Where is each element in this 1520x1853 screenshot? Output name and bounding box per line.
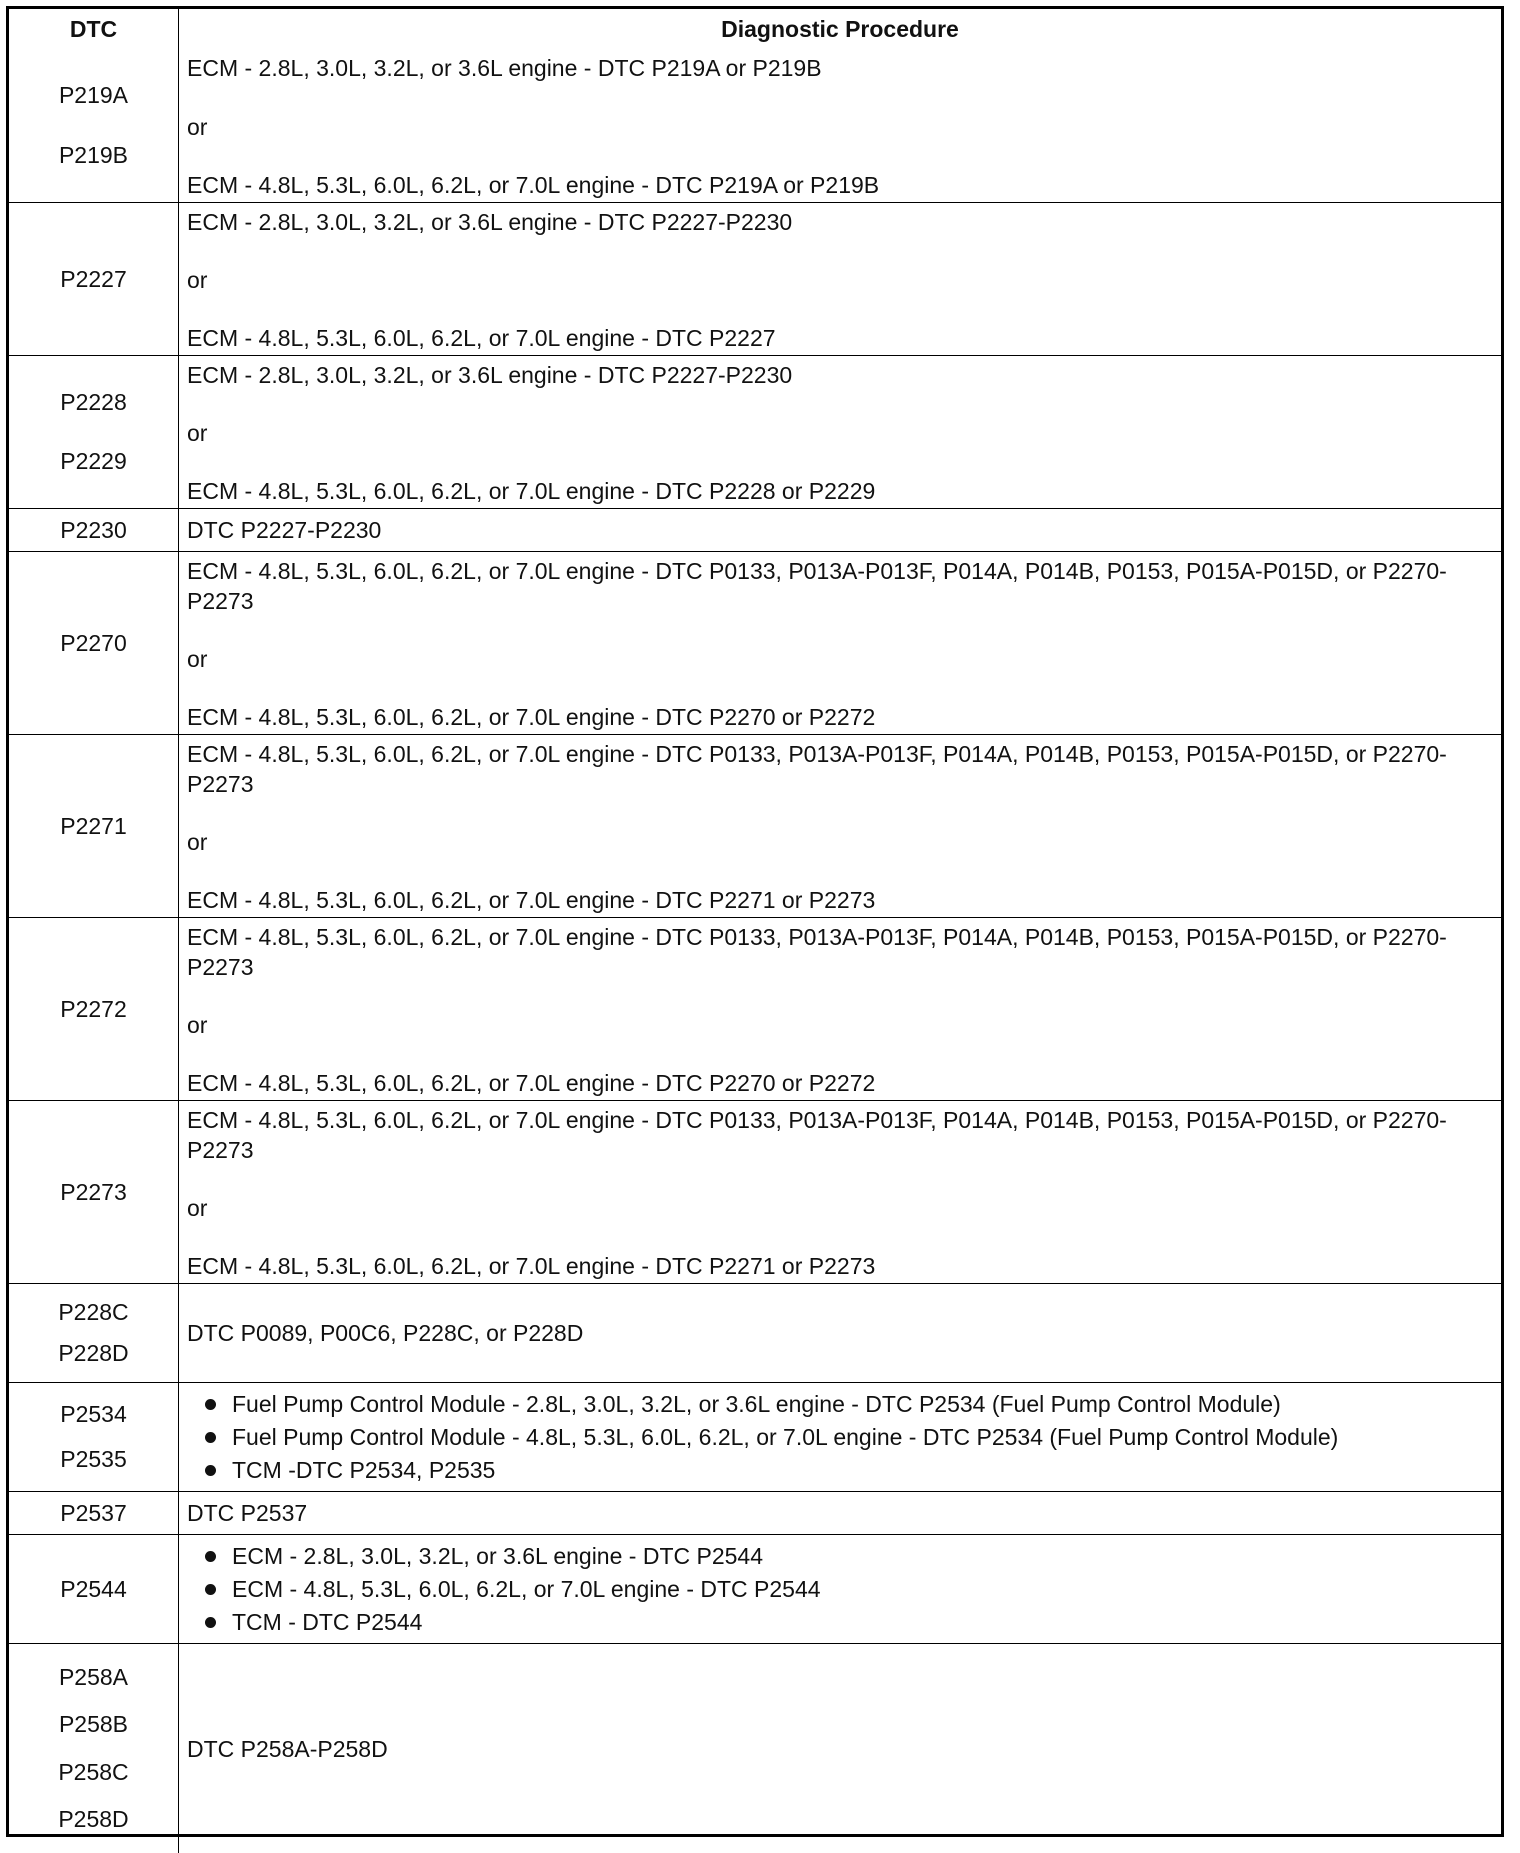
procedure-link[interactable]: ECM - 4.8L, 5.3L, 6.0L, 6.2L, or 7.0L engine - DTC P0133, P013A-P013F, P014A, P014B, P0153, P015A-P015D, or P2270-P2273 [187,924,1447,980]
or-separator: or [187,1195,208,1221]
procedure-link[interactable]: ECM - 4.8L, 5.3L, 6.0L, 6.2L, or 7.0L engine - DTC P2227 [187,325,776,351]
dtc-code: P258D [58,1805,129,1832]
dtc-code: P2544 [60,1575,127,1602]
dtc-code: P2227 [60,265,127,292]
procedure-bullet-item [205,1388,1493,1421]
bullet-icon [205,1399,216,1410]
bullet-text: Fuel Pump Control Module - 2.8L, 3.0L, 3.2L, or 3.6L engine - DTC P2534 (Fuel Pump Control Module) [232,1390,1281,1417]
dtc-code: P228D [58,1340,129,1367]
table-row [9,1382,1501,1491]
bullet-icon [205,1432,216,1443]
bullet-icon [205,1551,216,1562]
table-row [9,917,1501,1100]
procedure-link[interactable]: ECM - 2.8L, 3.0L, 3.2L, or 3.6L engine - DTC P219A or P219B [187,55,822,81]
dtc-code: P2535 [60,1446,127,1472]
table-row [9,355,1501,508]
dtc-cell [9,735,179,917]
procedure-link[interactable]: ECM - 4.8L, 5.3L, 6.0L, 6.2L, or 7.0L engine - DTC P0133, P013A-P013F, P014A, P014B, P0153, P015A-P015D, or P2270-P2273 [187,558,1447,614]
procedure-bullet-list [187,1540,1493,1639]
dtc-code: P228C [58,1298,129,1325]
table-row [9,49,1501,202]
dtc-code: P2271 [60,812,127,839]
table-row [9,1491,1501,1534]
dtc-cell [9,1535,179,1643]
dtc-cell [9,918,179,1100]
procedure-cell [179,509,1501,551]
dtc-code: P258A [58,1664,129,1691]
table-row [9,551,1501,734]
table-row [9,1283,1501,1382]
procedure-bullet-item [205,1573,1493,1606]
table-header-row [9,9,1501,49]
dtc-code: P258B [58,1711,129,1738]
bullet-icon [205,1617,216,1628]
dtc-code: P2272 [60,995,127,1022]
table-row [9,508,1501,551]
table-body [9,49,1501,1853]
bullet-text: ECM - 2.8L, 3.0L, 3.2L, or 3.6L engine - DTC P2544 [232,1542,763,1569]
procedure-bullet-item [205,1540,1493,1573]
dtc-code: P2273 [60,1178,127,1205]
procedure-bullet-item [205,1454,1493,1487]
dtc-code: P219A [58,82,129,108]
procedure-cell [179,918,1501,1100]
procedure-link[interactable]: ECM - 2.8L, 3.0L, 3.2L, or 3.6L engine - DTC P2227-P2230 [187,209,793,235]
dtc-cell [9,552,179,734]
procedure-cell [179,1492,1501,1534]
or-separator: or [187,420,208,446]
procedure-link[interactable]: DTC P258A-P258D [187,1735,388,1762]
header-procedure: Diagnostic Procedure [721,15,959,42]
procedure-link[interactable]: DTC P2227-P2230 [187,517,382,543]
table-row [9,1534,1501,1643]
procedure-link[interactable]: ECM - 4.8L, 5.3L, 6.0L, 6.2L, or 7.0L engine - DTC P2228 or P2229 [187,478,876,504]
procedure-cell [179,1535,1501,1643]
dtc-cell [9,1383,179,1491]
procedure-cell [179,356,1501,508]
procedure-link[interactable]: ECM - 4.8L, 5.3L, 6.0L, 6.2L, or 7.0L engine - DTC P0133, P013A-P013F, P014A, P014B, P0153, P015A-P015D, or P2270-P2273 [187,1107,1447,1163]
procedure-cell [179,1383,1501,1491]
procedure-cell [179,1284,1501,1382]
dtc-code: P258C [58,1758,129,1785]
dtc-cell [9,203,179,355]
procedure-link[interactable]: ECM - 2.8L, 3.0L, 3.2L, or 3.6L engine - DTC P2227-P2230 [187,362,793,388]
procedure-link[interactable]: ECM - 4.8L, 5.3L, 6.0L, 6.2L, or 7.0L engine - DTC P2270 or P2272 [187,1070,876,1096]
procedure-bullet-item [205,1421,1493,1454]
procedure-link[interactable]: DTC P0089, P00C6, P228C, or P228D [187,1320,584,1346]
dtc-cell [9,1644,179,1853]
procedure-link[interactable]: ECM - 4.8L, 5.3L, 6.0L, 6.2L, or 7.0L engine - DTC P2271 or P2273 [187,1253,876,1279]
bullet-text: Fuel Pump Control Module - 4.8L, 5.3L, 6.0L, 6.2L, or 7.0L engine - DTC P2534 (Fuel Pump Control Module) [232,1423,1339,1450]
dtc-code: P2537 [60,1499,127,1526]
dtc-cell [9,1101,179,1283]
procedure-cell [179,49,1501,202]
bullet-icon [205,1465,216,1476]
dtc-code: P2229 [60,448,127,475]
dtc-code: P2534 [60,1401,127,1427]
table-row [9,202,1501,355]
or-separator: or [187,646,208,672]
procedure-cell [179,735,1501,917]
procedure-link[interactable]: ECM - 4.8L, 5.3L, 6.0L, 6.2L, or 7.0L engine - DTC P0133, P013A-P013F, P014A, P014B, P0153, P015A-P015D, or P2270-P2273 [187,741,1447,797]
table-row [9,1100,1501,1283]
procedure-bullet-list [187,1388,1493,1487]
procedure-link[interactable]: ECM - 4.8L, 5.3L, 6.0L, 6.2L, or 7.0L engine - DTC P219A or P219B [187,172,880,198]
table-row [9,734,1501,917]
dtc-code: P2230 [60,516,127,543]
dtc-cell [9,509,179,551]
dtc-cell [9,49,179,202]
dtc-table [6,6,1504,1837]
dtc-cell [9,356,179,508]
procedure-cell [179,203,1501,355]
dtc-code: P2270 [60,629,127,656]
procedure-link[interactable]: ECM - 4.8L, 5.3L, 6.0L, 6.2L, or 7.0L engine - DTC P2270 or P2272 [187,704,876,730]
or-separator: or [187,113,208,140]
procedure-link[interactable]: DTC P2537 [187,1500,308,1526]
procedure-link[interactable]: ECM - 4.8L, 5.3L, 6.0L, 6.2L, or 7.0L engine - DTC P2271 or P2273 [187,887,876,913]
or-separator: or [187,829,208,855]
or-separator: or [187,1012,208,1038]
bullet-text: ECM - 4.8L, 5.3L, 6.0L, 6.2L, or 7.0L engine - DTC P2544 [232,1575,821,1602]
procedure-cell [179,1101,1501,1283]
dtc-code: P219B [58,142,129,168]
table-row [9,1643,1501,1853]
bullet-text: TCM - DTC P2544 [232,1608,423,1635]
header-dtc: DTC [9,9,179,49]
dtc-code: P2228 [60,388,127,415]
dtc-cell [9,1492,179,1534]
or-separator: or [187,267,208,293]
bullet-icon [205,1584,216,1595]
procedure-bullet-item [205,1606,1493,1639]
procedure-cell [179,1644,1501,1853]
procedure-cell [179,552,1501,734]
bullet-text: TCM -DTC P2534, P2535 [232,1456,496,1483]
dtc-cell [9,1284,179,1382]
